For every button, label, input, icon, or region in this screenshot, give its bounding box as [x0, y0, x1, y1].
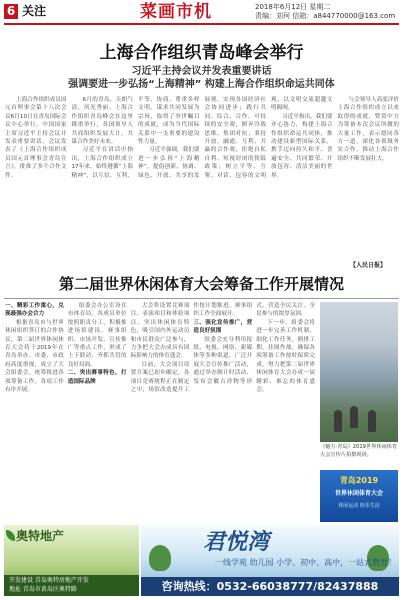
paragraph: 目前，大会项目设置方案已初步确定，各项目竞赛规程正在制定之中，场馆改造提升工作按计划推进，赛事组织工作全面展开。: [130, 303, 253, 394]
tree-illustration: [149, 545, 171, 571]
ad-right-title: 君悦湾: [203, 529, 270, 555]
lead-subheadline-2: 强调要进一步弘扬“上海精神” 构建上海合作组织命运共同体: [68, 79, 335, 90]
lead-paragraph: 6月的青岛，天朗气清，风光秀丽。上海合作组织青岛峰会在这里隆重举行，各国领导人共商组织发展大计，共谋合作美好未来。: [71, 97, 133, 146]
poster-tagline: 休闲运动 快乐生活: [338, 503, 380, 509]
newspaper-masthead: 菜画市机: [140, 2, 212, 22]
ad-left-line: 地址 青岛市黄岛区奥特路: [9, 586, 77, 593]
lead-paragraph: 习近平指出，我们要齐心协力，构建上海合作组织命运共同体，推动建设新型国际关系，携手迈向持久和平、普遍安全、共同繁荣、开放包容、清洁美丽的世界。: [271, 113, 333, 179]
page-number: 6: [4, 4, 18, 19]
section-divider: [4, 298, 399, 299]
ad-left-title: 奥特地产: [16, 529, 65, 543]
section-title: 关注: [22, 4, 47, 18]
photo-caption: 《魅力·青岛》2019世界休闲体育大会宣传片拍摄现场。: [320, 444, 398, 458]
second-article-body: [5, 302, 315, 522]
lead-paragraph: 习近平强调，我们要进一步弘扬“上海精神”，提倡创新、协调、绿色、开放、共享的发展观，实现各国经济社会协同进步；践行共同、综合、合作、可持续的安全观，摒弃冷战思维、集团对抗；秉持开放、融通、互利、共赢的合作观，拒绝自私自利、短视封闭的狭隘政策；树立平等、互鉴、对话、包容的文明观，以文明交流超越文明隔阂。: [138, 97, 333, 179]
paragraph: 大会将设置竞赛项目、表演项目和体验项目，突出休闲体育特色，吸引国内外运动员和市民群众广泛参与，力争把大会办成具有国际影响力的体育盛会。: [130, 303, 190, 360]
ad-hotline: 咨询热线：0532-66038777/82437888: [161, 580, 379, 593]
subhead: 一、精彩工作重心，兑现最强办会合力: [5, 303, 64, 318]
news-photo: [320, 302, 398, 442]
lead-paragraph: 上海合作组织成员国元首理事会第十八次会议6月10日在青岛国际会议中心举行。中国国家主席习近平主持会议并发表重要讲话，会议发表了《上海合作组织成员国元首理事会青岛宣言》，批准了多个合作文件。: [5, 97, 67, 179]
ad-right-slogan: 一线学苑 幼儿园 小学、初中、高中，一站式教育！: [215, 558, 397, 567]
lead-headline: 上海合作组织青岛峰会举行: [99, 43, 304, 63]
paragraph: 组委会办公室设在市体育局，各成员单位按照职责分工，积极推进场馆建设、赛事组织、市场开发、宣传推广等重点工作，形成了上下联动、齐抓共管的良好局面。: [67, 303, 127, 368]
page-header: [0, 0, 403, 24]
real-estate-ad-left: [4, 525, 139, 596]
poster-title: 青岛2019: [339, 476, 379, 485]
issue-date: 2018年6月12日 星期二: [255, 3, 331, 11]
editor-contact: 责编：刘珂 信箱：a844770000@163.com: [255, 12, 396, 20]
person-figure: [334, 410, 342, 432]
article-source: 【人民日报】: [350, 262, 387, 269]
lead-paragraph: 与会领导人高度评价上海合作组织成立以来取得的成就，赞赏中方为筹备本次会议所做的大量工作，表示愿同各方一道，深化各领域务实合作，推动上海合作组织不断发展壮大。: [337, 97, 399, 162]
header-divider: [4, 23, 399, 25]
paragraph: 下一步，组委会将进一步完善工作机制，细化工作任务，倒排工期，挂图作战，确保各项筹备工作按时保质完成，努力把第二届世界休闲体育大会办成一届精彩、难忘的体育盛会。: [256, 319, 315, 394]
paragraph: 根据青岛市与世界休闲组织签订的合作协议，第二届世界休闲体育大会将于2019年在青岛举办。市委、市政府高度重视，成立了大会组委会，统筹推进各项筹备工作，各项工作有序开展。: [5, 319, 64, 394]
real-estate-ad-right: [141, 525, 399, 596]
ad-left-line: 开发建设 青岛奥特房地产开发: [9, 577, 89, 584]
paragraph: 组委会充分利用报纸、电视、网络、新媒体等多种渠道，广泛开展大会宣传推广活动，通过举办倒计时活动、发布会徽吉祥物等形式，营造全民关注、全民参与的浓厚氛围。: [193, 303, 315, 385]
subhead: 二、突出赛事特色，打造国际品牌: [67, 370, 127, 385]
poster-subtitle: 世界休闲体育大会: [334, 490, 383, 497]
lead-article-body: [5, 96, 399, 268]
event-poster: [320, 470, 398, 522]
lead-paragraph: 习近平在讲话中指出，上海合作组织成立17年来，始终遵循“上海精神”，以互信、互利、平等、协商、尊重多样文明、谋求共同发展为宗旨，取得了举世瞩目的成就，成为当代国际关系中一支重要的建设性力量。: [71, 97, 200, 179]
leaf-logo-icon: [6, 530, 15, 541]
lead-subheadline-1: 习近平主持会议并发表重要讲话: [131, 66, 272, 77]
subhead: 三、强化宣传推广，营造良好氛围: [193, 319, 253, 335]
person-figure: [350, 406, 358, 428]
second-headline: 第二届世界休闲体育大会筹备工作开展情况: [58, 275, 344, 293]
person-figure: [368, 410, 376, 432]
